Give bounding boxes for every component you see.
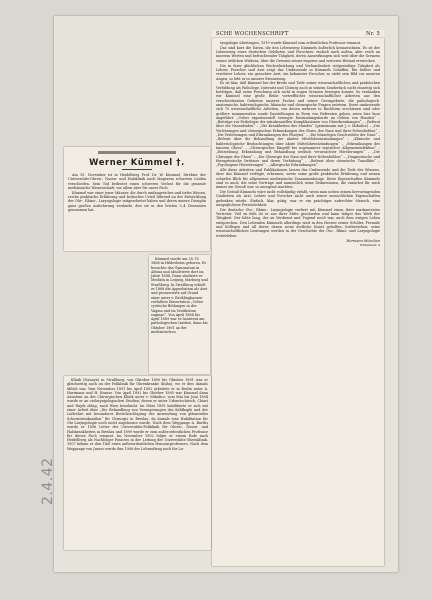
right-paragraph: Die deutsche Oto-, Rhino-, Laryngologie verliert mit Kümmel einen ihrer markantesten Vertreter. Viel zu früh ist er aus ihrer Mitte geschieden und kann tätiger das Werk der Tätigkeit. Der lebte lang, der an Verdienst und Tugend reich war, auch dem ewigen Leben entsprechen. Den Lebenden Kümmels allerdings wird in den Herzen seiner Schüler, Freunde und Kollegen und all derer, denen seine ärztliche Kunst geholfen, fortbestehen; seine wissenschaftlichen Leistungen werden in der Geschichte der Oto-, Rhino- und Laryngologie weiterleben. bbox=[216, 207, 380, 238]
intro-paragraph: Am 19. November ist in Heidelberg Prof. Dr. W. Kümmel, Direktor der Universitäts-Ohren-, Nasen- und Halsklinik nach längerem schweren Leiden verschieden. Sein Tod bedeutet einen schweren Verlust für die gesamte medizinische Wissenschaft, vor allem aber für unser Fach. bbox=[68, 173, 206, 190]
obituary-headline: Werner Kümmel †. bbox=[89, 157, 185, 167]
title-rule bbox=[122, 169, 152, 170]
right-paragraph: Alle diese Arbeiten und Publikationen lassen das Umfassende und die Tiefe des Wissens, über das Kümmel verfügte, erkennen, sowie seine große praktische Erfahrung und seinen scharfen Blick für allgemeine medizinische Zusammenhänge. Diese Eigenschaften Kümmels sind es auch, die seine Vorträge und namentlich seine Diskussionen, die zunächst für mich immer ein Genuß war, so anregend machten. bbox=[216, 167, 380, 190]
right-paragraph: Die in ihrer glücklichen Wechselwirkung und Verbundenheit vielgestaltige Tätigkeit als Lehrer, Forscher und Arzt zeigt das Umfassende in Kümmels Schaffen. Ein liebter und verehrter Lehrer, ein gesuchter Arzt, ein bekannter Forscher, so steht sein Bild vor unseren Augen, so lebt er in unserer Erinnerung. bbox=[216, 63, 380, 81]
pencil-annotation: 2.4.42 bbox=[40, 457, 56, 505]
author-address: Wilhelmstr. 4 bbox=[359, 243, 380, 248]
clipping-biography-column bbox=[149, 255, 210, 374]
clipping-right-column bbox=[212, 38, 384, 566]
clipping-biography-full bbox=[64, 376, 211, 550]
author-signature: Hermann-München bbox=[346, 238, 380, 243]
right-paragraph: Es ist klar, daß Kümmel bei der Breite und Tiefe seiner wissenschaftlichen und praktischen Verbildung als Pathologe, Internist und Chirurg auch in seinem Sonderfach nicht einseitig sich betätigen, daß seine Forschung sich nicht in engen Grenzen bewegen konnte. So verdanken wir Kümmel eine große Reihe vortrefflicher wissenschaftlicher Arbeiten aus den verschiedensten Gebieten unseres Faches und seiner Grenzgebiete, die pathologisch-anatomische, bakteriologische, klinische und chirurgische Fragen erörtern. Diese umfassende sich 70 wissenschaftliche Arbeiten, von denen mehrere in Buchform erschienen sind oder größere monumentöse sonde Darstellungen in Form von Referaten geben, seien hier kurz angeführt: „Ueber experimentell erzeugte Entzündungsherde im Gehirn von Hunden“ – „Beiträge zur Pathologie der intrakraniellen Komplikationen von Ohrerkrankungen“ – „Referat über die Nasenleiden“ – „Die Krankheiten des Mundes“ (gemeinsam mit J. v. Mikulicz) – „Die Verletzungen und chirurgischen Erkrankungen des Ohres, der Nase und ihrer Nebenhöhlen“ – „Die Verletzungen und Erkrankungen des Pharynx“ – „Die bösartigen Geschwülste der Nase“ – „Referat über die Behandlung der akuten Mittelohrentzündungen“ – „Klinische und bakteriologische Beobachtungen über akute Mittelohrentzündungen“ – „Erkrankungen des inneren Ohres“ – „Chirurgischer Eingriff bei sogenannter septischer Allgemeininfektion“ – „Entstehung, Erkrankung und Behandlung seelisch verursachter Hörstörungen“ – „Die Chirurgie des Ohres“ – „Die Chirurgie der Nase und ihrer Nebenhöhlen“ – „Diagnostische und therapeutische Irrtümer und deren Verhütung“ – „Referat über chronische Tonsillitis“ – „Psychogene Hörstörungen“ – „Allergische Erkrankungen“. bbox=[216, 81, 380, 168]
biography-side-text: Kümmel wurde am 28. IV. 1866 in Hildesheim geboren. Er besuchte das Gymnasium in Altona und absolvierte dort im Jahre 1884. Dann studierte er Medizin in Leipzig, Marburg und Straßburg. In Straßburg erhielt er 1888 die Approbation als Arzt und promovierte auf Grund einer unter v. Recklinghausen verfaßten Dissertation „Ueber cystische Bildungen in der Vagina und im Vestibulum vaginae“. Von April 1888 bis April 1889 war er Assistent am pathologischen Institut, dann bis Oktober 1891 an der medizinischen bbox=[151, 257, 208, 335]
issue-number: Nr. 5 bbox=[365, 31, 380, 37]
obituary-title-block bbox=[68, 151, 206, 170]
right-paragraph: ryngologie übertragen; 1919 wurde Kümmel zum ordentlichen Professor ernannt. bbox=[220, 41, 362, 45]
right-paragraph: Das sind kurz die Daten, die den Lebensweg Kümmels äußerlich kennzeichnen. Es ist der Lebensweg eines deutschen Gelehrten und Forschers: einfach nach außen, aber reich an innerem Werten und befruchtender Tätigkeit, deren Auswirkungen sich weit über die Grenzen seines örtlichen Wirkens, über die Grenzen seiner engeren und weiteren Heimat erstrecken. bbox=[216, 45, 380, 63]
biography-full-text: Klinik (Naunyn) in Straßburg, von Oktober 1890 bis Oktober 1891 war er gleichzeitig auch an der Poliklinik für Ohrenkranke (Kuhn), wo er dies damals üblich war. Vom November 1891 bis April 1892 arbeitete er in Berlin unter A. Hartmann und H. Krause. Von April 1892 bis Oktober 1895 war Kümmel dann Assistent an der Chirurgischen Klinik unter v. Mikulicz, vom Mai bis Juni 1894 wurde er an otolaryngologischen Studien, denen er unter Urbantschitsch, Chiari und Hajek oblag, nach Wien beurlaubt. Im März 1895 habilitierte er sich mit einer Arbeit über „Die Behandlung von Verengerungen des Kehlkopfs und der Luftröhre mit besonderer Berücksichtigung der Anwendung von glänzenden Schornsteinkanülen“ für Chirurgie in Breslau, da damals eine Habilitation für Oto-Laryngologie noch nicht angelassen wurde. Nach dem Weggange A. Barths wurde er 1896 Leiter der Universitäts-Poliklinik für Ohren-, Nasen- und Halskrankheiten in Breslau und 1899 wurde er zum außerordentlichen Professor für dieses Fach ernannt. Im November 1902 folgte er einem Rufe nach Heidelberg als Nachfolger Passows in der Leitung der Universitäts-Ohrenklinik. 1907 bekam er den Titel eines außerordentlichen Honorarprofessors. Nach dem Weggange von Jurasz wurde ihm 1908 der Lehrauftrag noch für La- bbox=[67, 378, 208, 451]
intro-paragraph: Kümmel war einer jener Männer, die durch umfangreiches und tiefes Wissen, reiche praktische Erfahrung und kritisches Urteil führend an der Entwicklung der Ohr-, Rhino-, Laryngologie mitgearbeitet haben und deren unsere Disziplin ganz großen Aufschwung verdankt, den sie in den letzten 3–4 Dezennien genommen hat. bbox=[68, 190, 206, 212]
right-paragraph: Die Gestalt Kümmels wäre nicht vollständig erfaßt, wenn man neben seinen hervorragenden Qualitäten als Arzt, Lehrer und Forscher nicht auch seiner menschlichen Eigenschaften gedenken würde. Einfach, klar, gütig, war er ein prächtiger aufrechter Mensch, eine ausgeglichene Persönlichkeit. bbox=[216, 190, 380, 207]
masthead-bar bbox=[98, 151, 176, 154]
journal-title: SCHE WOCHENSCHRIFT bbox=[216, 31, 289, 37]
clipping-title-intro bbox=[64, 147, 210, 251]
